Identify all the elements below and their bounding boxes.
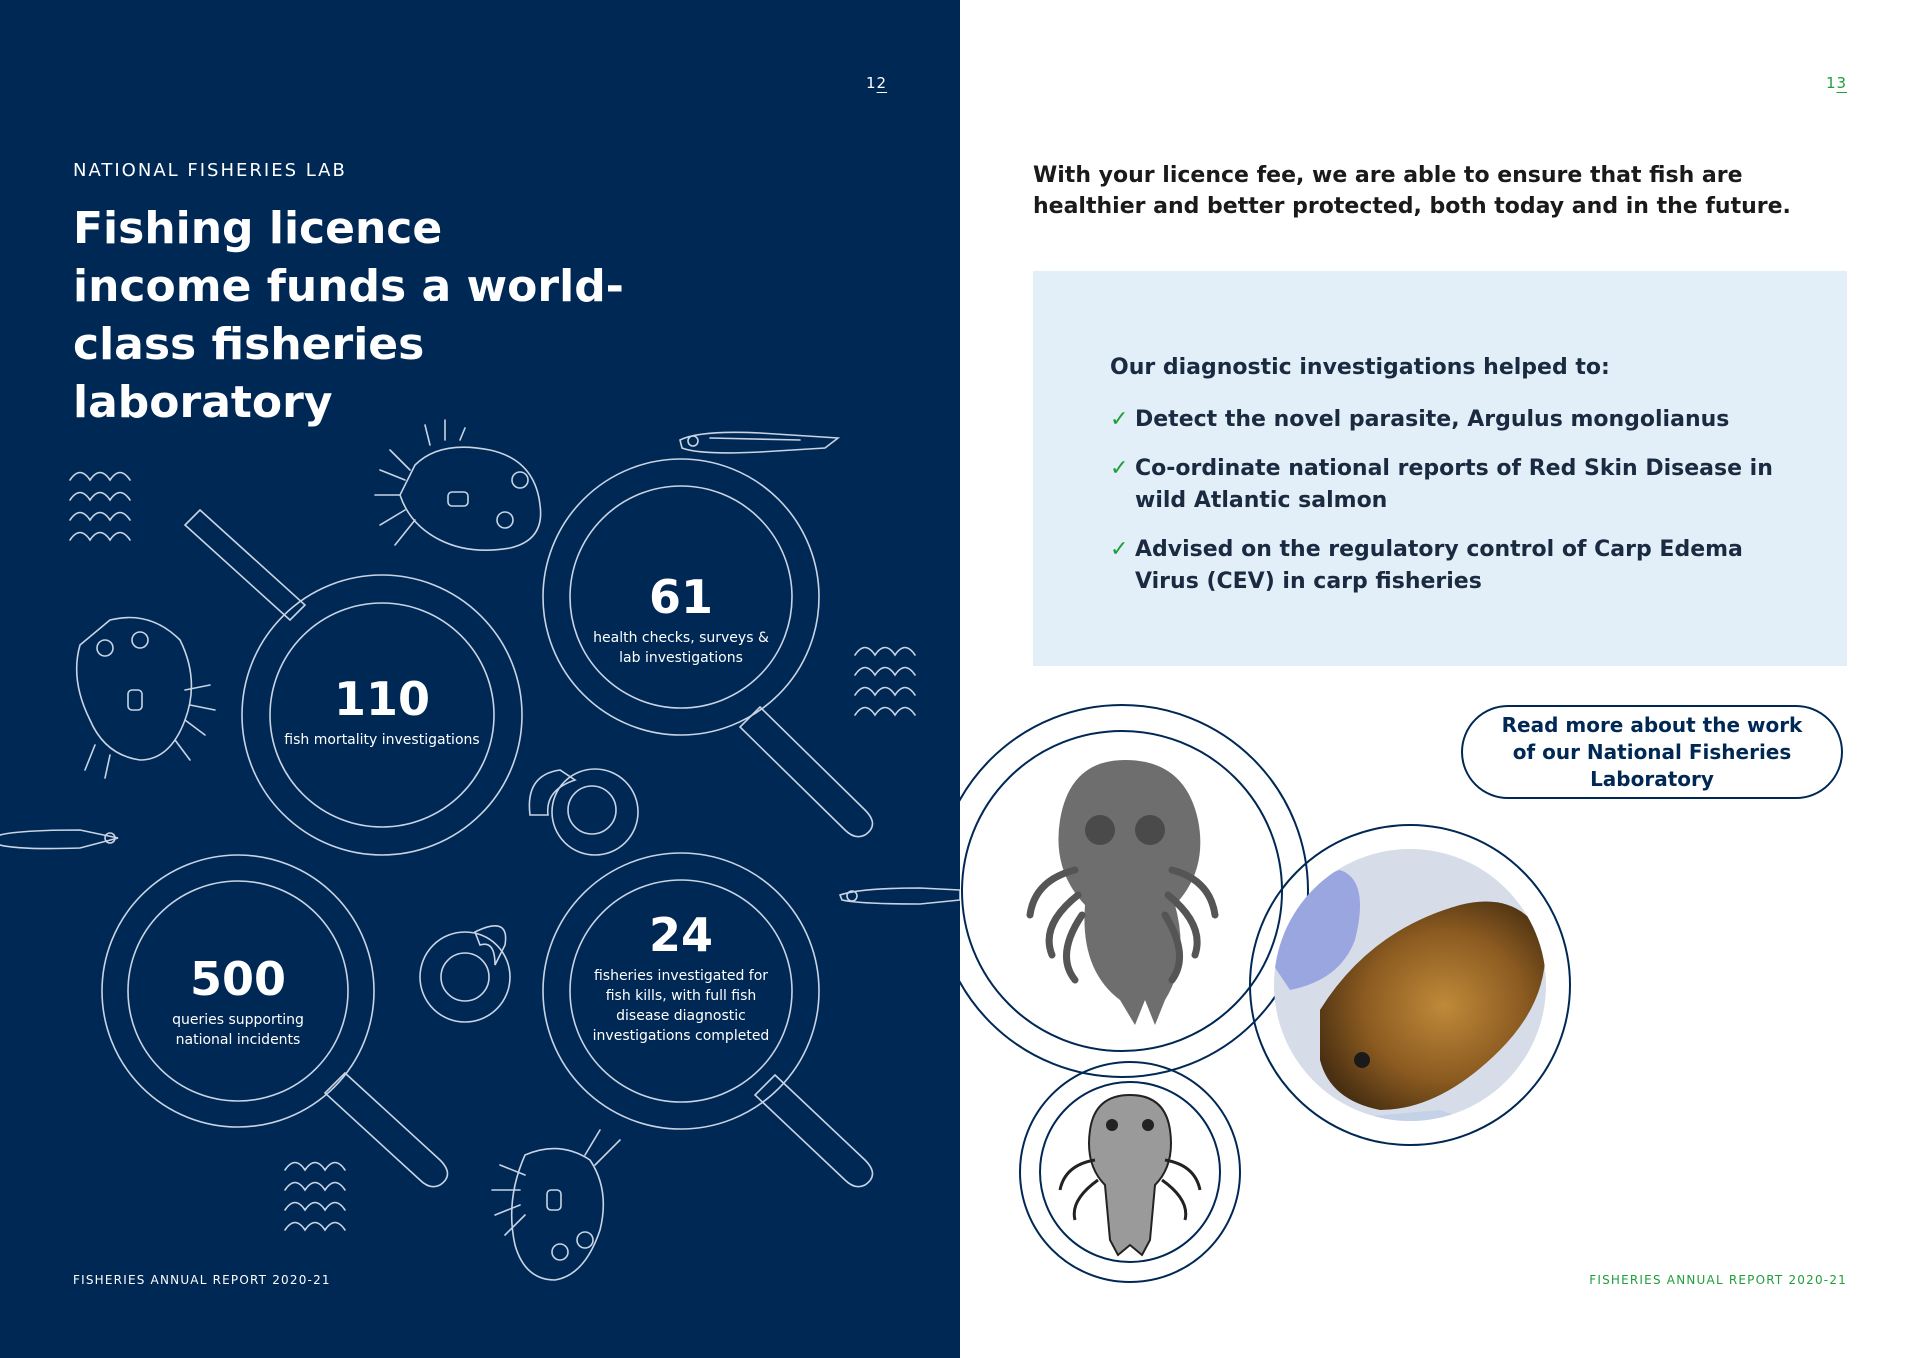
worm-icon	[420, 926, 510, 1022]
eyebrow-label: NATIONAL FISHERIES LAB	[73, 160, 347, 181]
carp-photo	[1250, 825, 1570, 1145]
fish-larva-icon	[840, 888, 960, 904]
parasite-micrograph	[960, 705, 1308, 1077]
stat-description: fish mortality investigations	[284, 732, 480, 748]
check-icon: ✓	[1110, 456, 1129, 481]
stat-number: 24	[648, 908, 713, 962]
read-more-label: Read more about the work of our National Fisheries Laboratory	[1501, 712, 1803, 791]
intro-text: With your licence fee, we are able to ensure that fish are healthier and better protected, both today and in the future.	[1033, 163, 1791, 219]
check-icon: ✓	[1110, 407, 1129, 432]
parasite-icon	[77, 618, 215, 779]
stat-description: health checks, surveys & lab investigations	[593, 630, 769, 666]
scales-icon	[855, 648, 915, 716]
footer: FISHERIES ANNUAL REPORT 2020-21	[73, 1273, 331, 1287]
stat-health-checks	[581, 570, 781, 668]
scales-icon	[285, 1163, 345, 1231]
stat-number: 61	[648, 570, 713, 624]
page-number-prefix: 1	[866, 74, 877, 92]
footer: FISHERIES ANNUAL REPORT 2020-21	[1589, 1273, 1847, 1287]
stat-number: 110	[333, 672, 431, 726]
bullet-text: Advised on the regulatory control of Carp Edema Virus (CEV) in carp fisheries	[1135, 537, 1743, 594]
photo-collage	[960, 0, 1920, 1358]
page-title: Fishing licence income funds a world-class fisheries laboratory	[73, 203, 624, 428]
parasite-icon	[375, 420, 541, 550]
page-number-underlined: 2	[876, 74, 888, 92]
parasite-icon	[492, 1130, 620, 1280]
worm-icon	[529, 769, 638, 855]
stat-queries	[153, 952, 323, 1050]
bullet-text: Detect the novel parasite, Argulus mongolianus	[1135, 407, 1730, 432]
scales-icon	[70, 473, 130, 541]
page-number-underlined: 3	[1836, 74, 1848, 92]
louse-illustration	[1020, 1062, 1240, 1282]
stat-fisheries-investigated	[586, 908, 776, 1046]
page-number-prefix: 1	[1826, 74, 1837, 92]
fish-larva-icon	[0, 830, 118, 849]
bullet-text: Co-ordinate national reports of Red Skin Disease in wild Atlantic salmon	[1135, 456, 1773, 513]
stat-description: fisheries investigated for fish kills, with full fish disease diagnostic investigations completed	[592, 968, 770, 1044]
fish-larva-icon	[680, 432, 838, 453]
right-page	[960, 0, 1920, 1358]
stat-number: 500	[189, 952, 287, 1006]
stat-description: queries supporting national incidents	[172, 1012, 304, 1048]
panel-heading: Our diagnostic investigations helped to:	[1110, 355, 1610, 380]
stat-mortality-investigations	[272, 672, 492, 750]
check-icon: ✓	[1110, 537, 1129, 562]
